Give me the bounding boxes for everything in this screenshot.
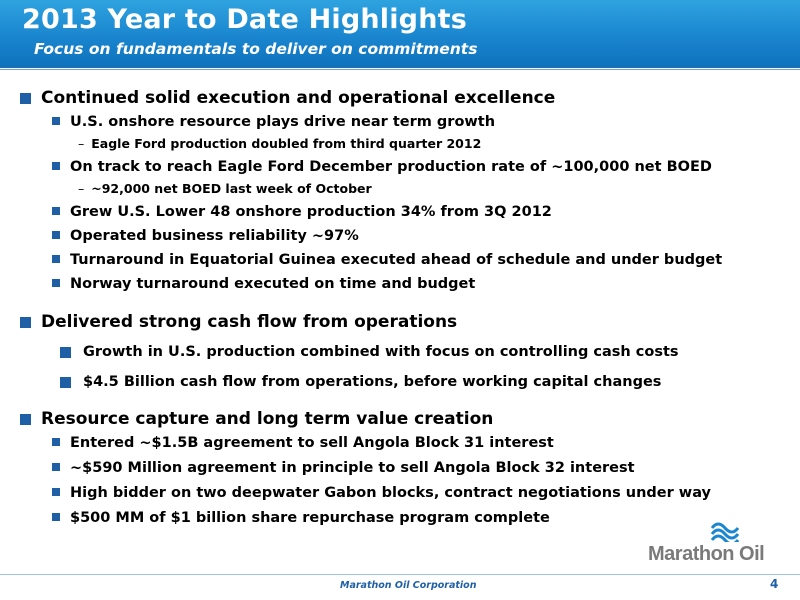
square-bullet-icon	[20, 317, 31, 328]
bullet-item: Grew U.S. Lower 48 onshore production 34% from 3Q 2012	[52, 204, 552, 220]
slide-subtitle: Focus on fundamentals to deliver on commitments	[34, 40, 478, 58]
section-heading-operations: Continued solid execution and operational excellence	[20, 88, 555, 108]
bullet-item: On track to reach Eagle Ford December production rate of ~100,000 net BOED	[52, 159, 712, 175]
square-bullet-icon	[52, 513, 60, 521]
page-number: 4	[770, 577, 779, 591]
bullet-item: $4.5 Billion cash flow from operations, before working capital changes	[60, 374, 661, 390]
slide-title: 2013 Year to Date Highlights	[22, 4, 468, 35]
title-banner	[0, 0, 800, 66]
footer-company: Marathon Oil Corporation	[340, 580, 477, 591]
square-bullet-icon	[52, 463, 60, 471]
bullet-item: Norway turnaround executed on time and budget	[52, 276, 475, 292]
square-bullet-icon	[52, 162, 60, 170]
bullet-item: Operated business reliability ~97%	[52, 228, 359, 244]
bullet-item: Turnaround in Equatorial Guinea executed ahead of schedule and under budget	[52, 252, 722, 268]
square-bullet-icon	[20, 414, 31, 425]
bullet-item: High bidder on two deepwater Gabon blocks, contract negotiations under way	[52, 485, 711, 501]
bullet-item: $500 MM of $1 billion share repurchase program complete	[52, 510, 550, 526]
square-bullet-icon	[60, 377, 71, 388]
sub-bullet-item: – Eagle Ford production doubled from third quarter 2012	[78, 136, 482, 151]
square-bullet-icon	[60, 347, 71, 358]
square-bullet-icon	[20, 93, 31, 104]
logo-wordmark: Marathon Oil	[648, 543, 765, 565]
square-bullet-icon	[52, 117, 60, 125]
square-bullet-icon	[52, 488, 60, 496]
bullet-item: Growth in U.S. production combined with focus on controlling cash costs	[60, 344, 679, 360]
header-divider-thin	[0, 69, 800, 70]
section-heading-cash-flow: Delivered strong cash flow from operations	[20, 312, 457, 332]
section-heading-resource-capture: Resource capture and long term value creation	[20, 409, 493, 429]
marathon-wave-icon	[710, 520, 740, 542]
footer-divider	[0, 574, 800, 575]
dash-bullet-icon: –	[78, 181, 85, 196]
header-divider	[0, 66, 800, 68]
bullet-item: Entered ~$1.5B agreement to sell Angola Block 31 interest	[52, 435, 554, 451]
sub-bullet-item: – ~92,000 net BOED last week of October	[78, 181, 372, 196]
square-bullet-icon	[52, 231, 60, 239]
square-bullet-icon	[52, 279, 60, 287]
square-bullet-icon	[52, 438, 60, 446]
dash-bullet-icon: –	[78, 136, 85, 151]
bullet-item: ~$590 Million agreement in principle to sell Angola Block 32 interest	[52, 460, 635, 476]
marathon-oil-logo	[648, 520, 793, 570]
square-bullet-icon	[52, 207, 60, 215]
square-bullet-icon	[52, 255, 60, 263]
bullet-item: U.S. onshore resource plays drive near term growth	[52, 114, 495, 130]
